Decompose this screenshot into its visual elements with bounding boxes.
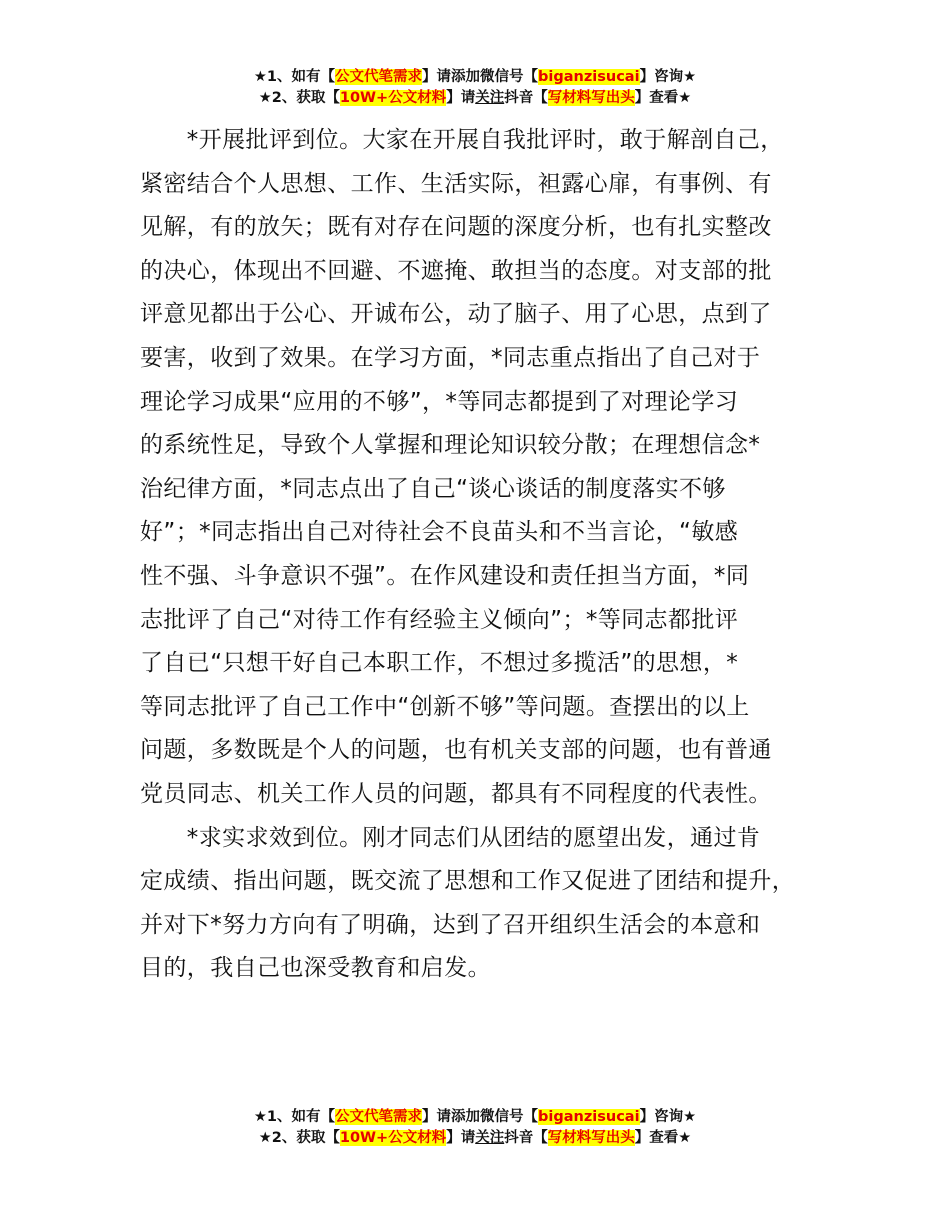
promo-text: ★1、如有【: [253, 1109, 336, 1125]
promo-text: ★1、如有【: [253, 69, 336, 85]
promo-highlight: 10W+公文材料: [339, 90, 447, 106]
promo-text: 】查看★: [634, 90, 692, 106]
text-line: 党员同志、机关工作人员的问题，都具有不同程度的代表性。: [140, 780, 772, 807]
text-line: 好”；*同志指出自己对待社会不良苗头和不当言论，“敏感: [140, 519, 739, 546]
text-line: 目的，我自己也深受教育和启发。: [140, 955, 491, 982]
promo-text: ★2、获取【: [258, 90, 340, 106]
promo-text: 抖音【: [504, 90, 548, 106]
text-line: 紧密结合个人思想、工作、生活实际，袒露心扉，有事例、有: [140, 170, 772, 197]
text-line: *求实求效到位。刚才同志们从团结的愿望出发，通过肯: [140, 824, 761, 851]
promo-highlight: 写材料写出头: [547, 90, 635, 106]
promo-text: 抖音【: [504, 1130, 548, 1146]
text-line: 志批评了自己“对待工作有经验主义倾向”；*等同志都批评: [140, 606, 739, 633]
promo-text: 】请添加微信号【: [422, 1109, 539, 1125]
promo-underlined: 关注: [475, 1130, 505, 1146]
text-line: 问题，多数既是个人的问题，也有机关支部的问题，也有普通: [140, 737, 772, 764]
promo-line-2: [0, 88, 950, 109]
promo-text: 】请: [446, 1130, 476, 1146]
text-line: 等同志批评了自己工作中“创新不够”等问题。查摆出的以上: [140, 693, 750, 720]
text-line: 的系统性足，导致个人掌握和理论知识较分散；在理想信念*: [140, 432, 761, 459]
text-line: 理论学习成果“应用的不够”，*等同志都提到了对理论学习: [140, 388, 739, 415]
promo-highlight: biganzisucai: [538, 69, 640, 85]
text-line: 评意见都出于公心、开诚布公，动了脑子、用了心思，点到了: [140, 301, 772, 328]
text-line: 并对下*努力方向有了明确，达到了召开组织生活会的本意和: [140, 911, 761, 938]
paragraph-criticism: [140, 119, 830, 817]
promo-line-1: [0, 1107, 950, 1128]
document-body: [140, 119, 830, 991]
promo-highlight: biganzisucai: [538, 1109, 640, 1125]
promo-line-2: [0, 1128, 950, 1149]
text-line: *开展批评到位。大家在开展自我批评时，敢于解剖自己，: [140, 127, 784, 153]
promo-highlight: 公文代笔需求: [335, 1109, 423, 1125]
footer-promo-banner: [0, 1107, 950, 1149]
promo-text: 】请添加微信号【: [422, 69, 539, 85]
promo-text: 】请: [446, 90, 476, 106]
promo-line-1: [0, 67, 950, 88]
promo-highlight: 写材料写出头: [547, 1130, 635, 1146]
text-line: 治纪律方面，*同志点出了自己“谈心谈话的制度落实不够: [140, 475, 726, 502]
promo-highlight: 10W+公文材料: [339, 1130, 447, 1146]
header-promo-banner: [0, 67, 950, 109]
text-line: 性不强、斗争意识不强”。在作风建设和责任担当方面，*同: [140, 562, 750, 589]
text-line: 定成绩、指出问题，既交流了思想和工作又促进了团结和提升，: [140, 868, 796, 895]
text-line: 见解，有的放矢；既有对存在问题的深度分析，也有扎实整改: [140, 214, 772, 241]
text-line: 了自已“只想干好自己本职工作，不想过多揽活”的思想，*: [140, 650, 739, 677]
promo-underlined: 关注: [475, 90, 505, 106]
promo-text: 】查看★: [634, 1130, 692, 1146]
promo-text: 】咨询★: [639, 69, 697, 85]
promo-text: 】咨询★: [639, 1109, 697, 1125]
text-line: 要害，收到了效果。在学习方面，*同志重点指出了自己对于: [140, 344, 761, 371]
promo-highlight: 公文代笔需求: [335, 69, 423, 85]
paragraph-effectiveness: [140, 817, 830, 991]
text-line: 的决心，体现出不回避、不遮掩、敢担当的态度。对支部的批: [140, 257, 772, 284]
promo-text: ★2、获取【: [258, 1130, 340, 1146]
